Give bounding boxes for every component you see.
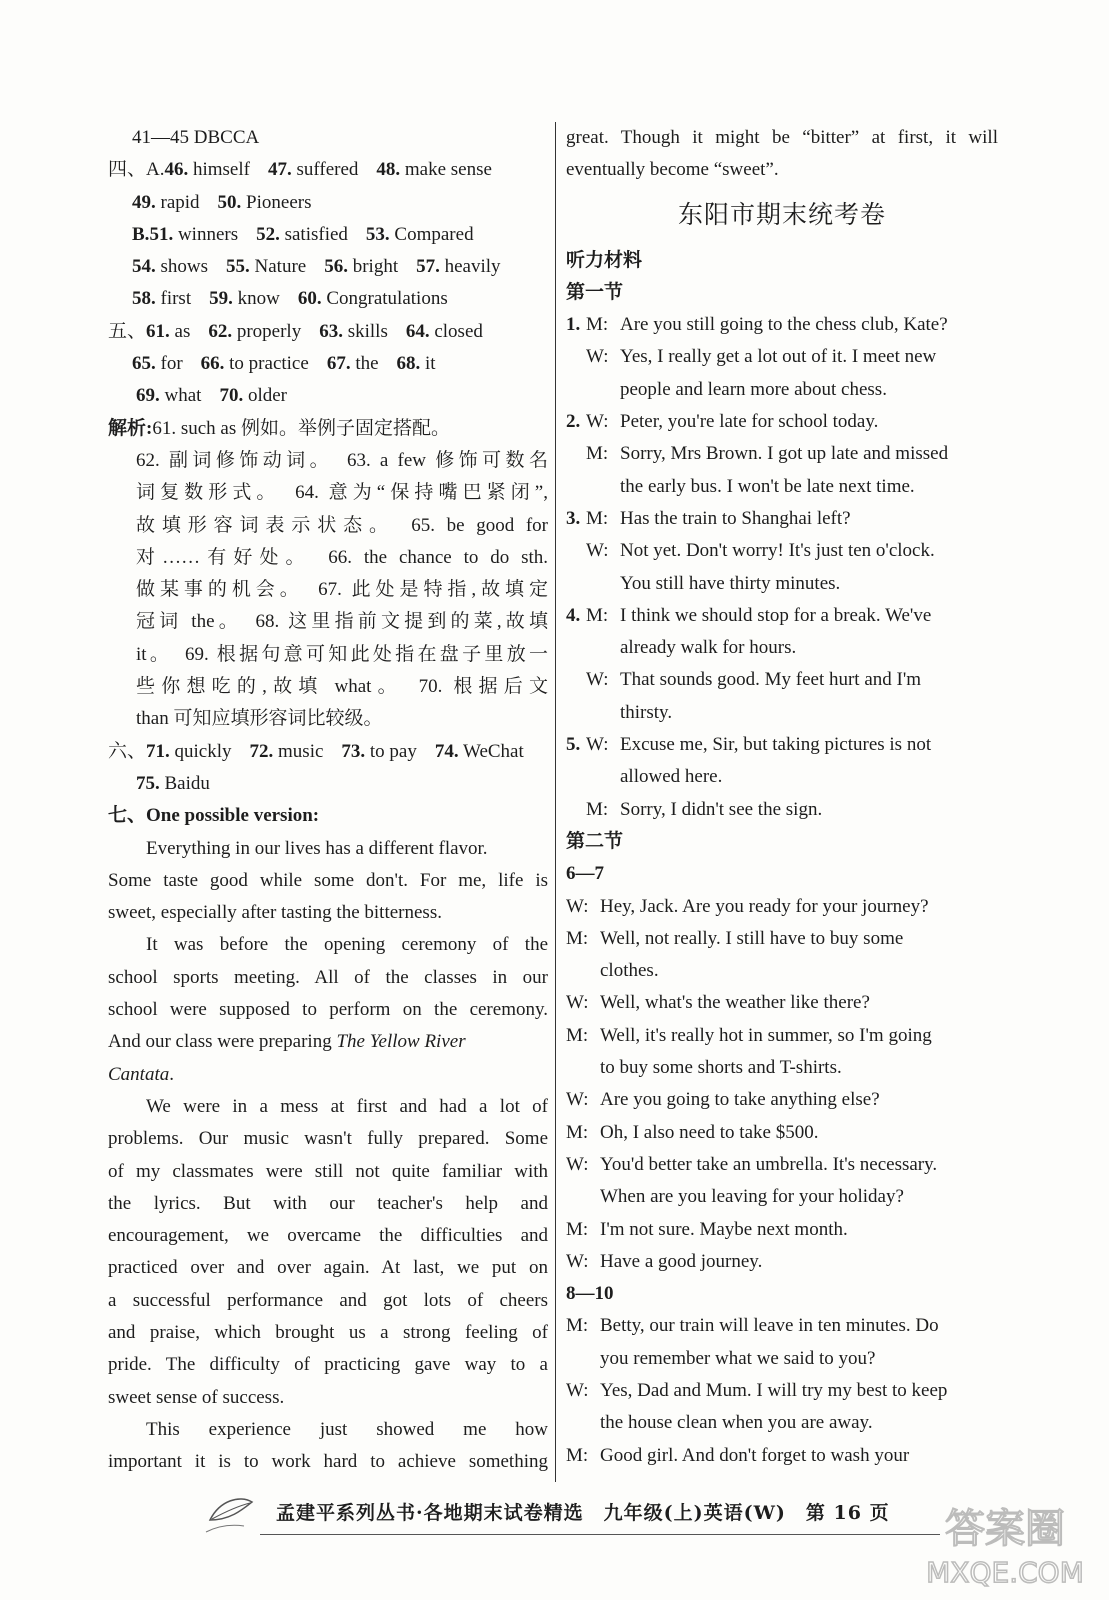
answer-text: what [159,385,202,407]
answer-number: 58. [132,288,156,310]
essay-line [108,1059,548,1091]
speech: Have a good journey. [600,1250,763,1272]
essay-text: . [169,1063,174,1085]
speaker: M: [586,507,609,529]
answer-line: 41—45 DBCCA [132,127,260,148]
part-label: 第二节 [566,830,624,852]
essay-line [108,1026,548,1058]
section-label: 四、A. [108,159,165,181]
answer-text: Nature [249,256,307,278]
dialog-line: When are you leaving for your holiday? [600,1186,904,1208]
song-title: The Yellow River [336,1031,466,1053]
answer-number: 59. [209,288,233,310]
answer-text: as [169,320,191,342]
speech: Well, what's the weather like there? [600,992,870,1014]
dialog-line [566,503,998,535]
answer-number: 72. [249,740,274,762]
part-label: 第一节 [566,281,624,303]
speaker: W: [566,1379,589,1401]
speech: Excuse me, Sir, but taking pictures is not [620,734,932,756]
speaker: W: [586,540,609,562]
dialog-line [566,923,998,955]
answer-text: WeChat [458,740,524,762]
answer-number: 63. [319,320,343,342]
speech: Yes, Dad and Mum. I will try my best to keep [600,1379,948,1401]
answer-number: 57. [416,256,440,278]
answer-text: closed [429,320,483,342]
speech: Are you going to take anything else? [600,1089,880,1111]
dialog-line: allowed here. [620,766,723,788]
speaker: M: [586,443,609,465]
answer-text: to practice [224,353,309,375]
answer-line [108,316,548,348]
answer-number: 67. [326,353,351,375]
speech: Yes, I really get a lot out of it. I meet new [620,346,937,368]
answer-number: 55. [226,256,250,278]
dialog-line [566,1310,998,1342]
song-title: Cantata [108,1063,170,1085]
answer-line [108,154,548,186]
analysis-text: 61. such as 例如。举例子固定搭配。 [152,417,450,439]
essay-heading: 七、One possible version: [108,805,320,827]
answer-line [108,736,548,768]
essay-line: sweet, especially after tasting the bitterness. [108,902,442,924]
speech: Has the train to Shanghai left? [620,507,851,529]
answer-line [108,219,548,251]
question-number: 4. [566,604,581,626]
footer-text: 孟建平系列丛书·各地期末试卷精选 九年级(上)英语(W) 第 16 页 [276,1502,890,1524]
essay-line: eventually become “sweet”. [566,159,779,181]
answer-number: 69. [136,385,160,407]
speaker: W: [566,1153,589,1175]
essay-line: sweet sense of success. [108,1386,285,1408]
answer-text: shows [155,256,209,278]
answer-text: Congratulations [321,288,448,310]
dialog-line [566,1440,998,1472]
dialog-line: already walk for hours. [620,637,797,659]
analysis-line: 词复数形式。 64. 意为“保持嘴巴紧闭”, [136,482,548,504]
essay-line: school sports meeting. All of the classes in our [108,966,548,988]
speaker: W: [566,895,589,917]
dialog-line [566,406,998,438]
dialog-line: thirsty. [620,701,673,723]
dialog-line [566,600,998,632]
answer-text: for [155,353,183,375]
answer-text: Compared [389,223,474,245]
answer-line [108,768,548,800]
answer-line [108,187,548,219]
question-number: 3. [566,507,581,529]
answer-number: 74. [434,740,459,762]
section-heading: 东阳市期末统考卷 [677,201,886,229]
dialog-line [566,794,998,826]
watermark-bottom: MXQE.COM [926,1556,1084,1589]
subheading: 听力材料 [566,249,643,271]
answer-text: to pay [365,740,417,762]
answer-text: bright [347,256,399,278]
answer-text: first [155,288,192,310]
essay-line: encouragement, we overcame the difficulties and [108,1225,548,1247]
essay-line: of my classmates were still not quite familiar with [108,1160,548,1182]
answer-text: rapid [155,191,200,213]
answer-text: Pioneers [241,191,312,213]
answer-number: 71. [146,740,170,762]
answer-number: 64. [405,320,430,342]
speaker: M: [566,1444,589,1466]
essay-line: the lyrics. But with our teacher's help and [108,1192,548,1214]
page-footer [200,1494,970,1530]
answer-number: 52. [256,223,280,245]
column-divider [555,122,556,1482]
analysis-line: 故填形容词表示状态。 65. be good for [136,514,548,536]
speech: You'd better take an umbrella. It's necessary. [600,1153,938,1175]
answer-number: 65. [132,353,156,375]
answer-number: 54. [132,256,156,278]
section-label: 五、 [108,320,147,342]
essay-line: Everything in our lives has a different flavor. [146,837,488,859]
answer-text: make sense [400,159,492,181]
dialog-line [566,1117,998,1149]
essay-line: school were supposed to perform on the ceremony. [108,999,548,1021]
speaker: M: [566,927,589,949]
speaker: W: [586,734,609,756]
speaker: M: [586,798,609,820]
essay-line: and praise, which brought us a strong feeling of [108,1321,548,1343]
essay-line: problems. Our music wasn't fully prepared. Some [108,1128,548,1150]
dialog-line [566,438,998,470]
answer-number: 68. [396,353,421,375]
answer-line [108,251,548,283]
answer-number: 61. [146,320,170,342]
essay-line: We were in a mess at first and had a lot of [146,1095,548,1117]
dialog-line: people and learn more about chess. [620,378,887,400]
speaker: W: [566,1089,589,1111]
speech: Well, it's really hot in summer, so I'm going [600,1024,932,1046]
essay-line: practiced over and over again. At last, we put on [108,1257,548,1279]
answer-text: heavily [439,256,501,278]
dialog-line [566,1020,998,1052]
answer-number: 73. [341,740,366,762]
dialog-line [566,1375,998,1407]
answer-text: Baidu [159,772,210,794]
dialog-line [566,987,998,1019]
answer-text: it [420,353,436,375]
answer-text: skills [342,320,388,342]
dialog-line [566,341,998,373]
question-number: 1. [566,314,581,336]
speaker: W: [566,992,589,1014]
left-column [108,122,548,1478]
dialog-line [566,1246,998,1278]
answer-number: 70. [219,385,244,407]
answer-number: 48. [376,159,401,181]
essay-line: It was before the opening ceremony of the [146,934,548,956]
analysis-line: it。 69. 根据句意可知此处指在盘子里放一 [136,643,548,665]
speech: I'm not sure. Maybe next month. [600,1218,848,1240]
speaker: W: [566,1250,589,1272]
answer-text: properly [232,320,302,342]
dialog-line [566,729,998,761]
section-label: 六、 [108,740,147,762]
answer-line [108,283,548,315]
answer-text: the [350,353,379,375]
essay-text: And our class were preparing [108,1031,332,1053]
watermark-logo-icon [905,1494,1105,1590]
group-label: 8—10 [566,1283,614,1305]
answer-number: 53. [365,223,390,245]
speaker: W: [586,669,609,691]
section-label: B. [132,223,150,245]
speech: Good girl. And don't forget to wash your [600,1444,910,1466]
speaker: M: [586,314,609,336]
answer-number: 62. [208,320,233,342]
answer-number: 66. [200,353,225,375]
speaker: M: [566,1121,589,1143]
essay-line: a successful performance and got lots of cheers [108,1289,548,1311]
dialog-line [566,1149,998,1181]
dialog-line: clothes. [600,960,659,982]
answer-text: winners [173,223,239,245]
answer-number: 60. [297,288,322,310]
speech: Sorry, I didn't see the sign. [620,798,823,820]
answer-number: 51. [149,223,174,245]
speech: That sounds good. My feet hurt and I'm [620,669,922,691]
speaker: W: [586,411,609,433]
answer-text: know [232,288,280,310]
dialog-line: You still have thirty minutes. [620,572,841,594]
answer-number: 49. [132,191,156,213]
speech: Peter, you're late for school today. [620,411,879,433]
analysis-line [108,413,548,445]
speech: I think we should stop for a break. We've [620,604,932,626]
dialog-line [566,535,998,567]
footer-rule [260,1534,940,1535]
essay-line: This experience just showed me how [146,1418,548,1440]
speech: Are you still going to the chess club, Kate? [620,314,948,336]
right-column [566,122,998,1472]
answer-text: suffered [291,159,359,181]
speech: Oh, I also need to take $500. [600,1121,819,1143]
speaker: M: [566,1024,589,1046]
analysis-line: 些你想吃的,故填 what。 70. 根据后文 [136,676,548,698]
answer-line [108,348,548,380]
answer-number: 75. [136,772,160,794]
answer-number: 46. [164,159,189,181]
dialog-line [566,664,998,696]
answer-number: 47. [267,159,292,181]
essay-line: Some taste good while some don't. For me, life is [108,869,548,891]
answer-text: quickly [169,740,232,762]
dialog-line [566,309,998,341]
dialog-line: you remember what we said to you? [600,1347,876,1369]
speaker: W: [586,346,609,368]
answer-line [108,380,548,412]
essay-line: important it is to work hard to achieve something [108,1451,548,1473]
analysis-line: 对……有好处。 66. the chance to do sth. [136,546,548,568]
analysis-line: 62. 副词修饰动词。 63. a few 修饰可数名 [136,449,548,471]
dialog-line [566,1214,998,1246]
speaker: M: [586,604,609,626]
speech: Sorry, Mrs Brown. I got up late and missed [620,443,949,465]
analysis-line: than 可知应填形容词比较级。 [136,708,383,730]
dialog-line: the early bus. I won't be late next time. [620,475,915,497]
speaker: M: [566,1315,589,1337]
speaker: M: [566,1218,589,1240]
answer-text: older [243,385,287,407]
answer-number: 50. [217,191,242,213]
speech: Well, not really. I still have to buy some [600,927,904,949]
dialog-line: to buy some shorts and T-shirts. [600,1057,842,1079]
dialog-line [566,891,998,923]
speech: Betty, our train will leave in ten minutes. Do [600,1315,939,1337]
question-number: 5. [566,734,581,756]
answer-text: himself [188,159,250,181]
speech: Hey, Jack. Are you ready for your journey? [600,895,929,917]
speech: Not yet. Don't worry! It's just ten o'clock. [620,540,935,562]
watermark-top: 答案圈 [945,1506,1065,1552]
answer-text: music [273,740,324,762]
answer-text: satisfied [279,223,348,245]
analysis-label: 解析: [108,417,153,439]
analysis-line: 冠词 the。 68. 这里指前文提到的菜,故填 [136,611,548,633]
question-number: 2. [566,411,581,433]
essay-line: pride. The difficulty of practicing gave way to a [108,1354,548,1376]
essay-line: great. Though it might be “bitter” at first, it will [566,127,998,148]
group-label: 6—7 [566,863,604,885]
analysis-line: 做某事的机会。 67. 此处是特指,故填定 [136,579,548,601]
dialog-line: the house clean when you are away. [600,1412,873,1434]
dialog-line [566,1084,998,1116]
answer-number: 56. [324,256,348,278]
